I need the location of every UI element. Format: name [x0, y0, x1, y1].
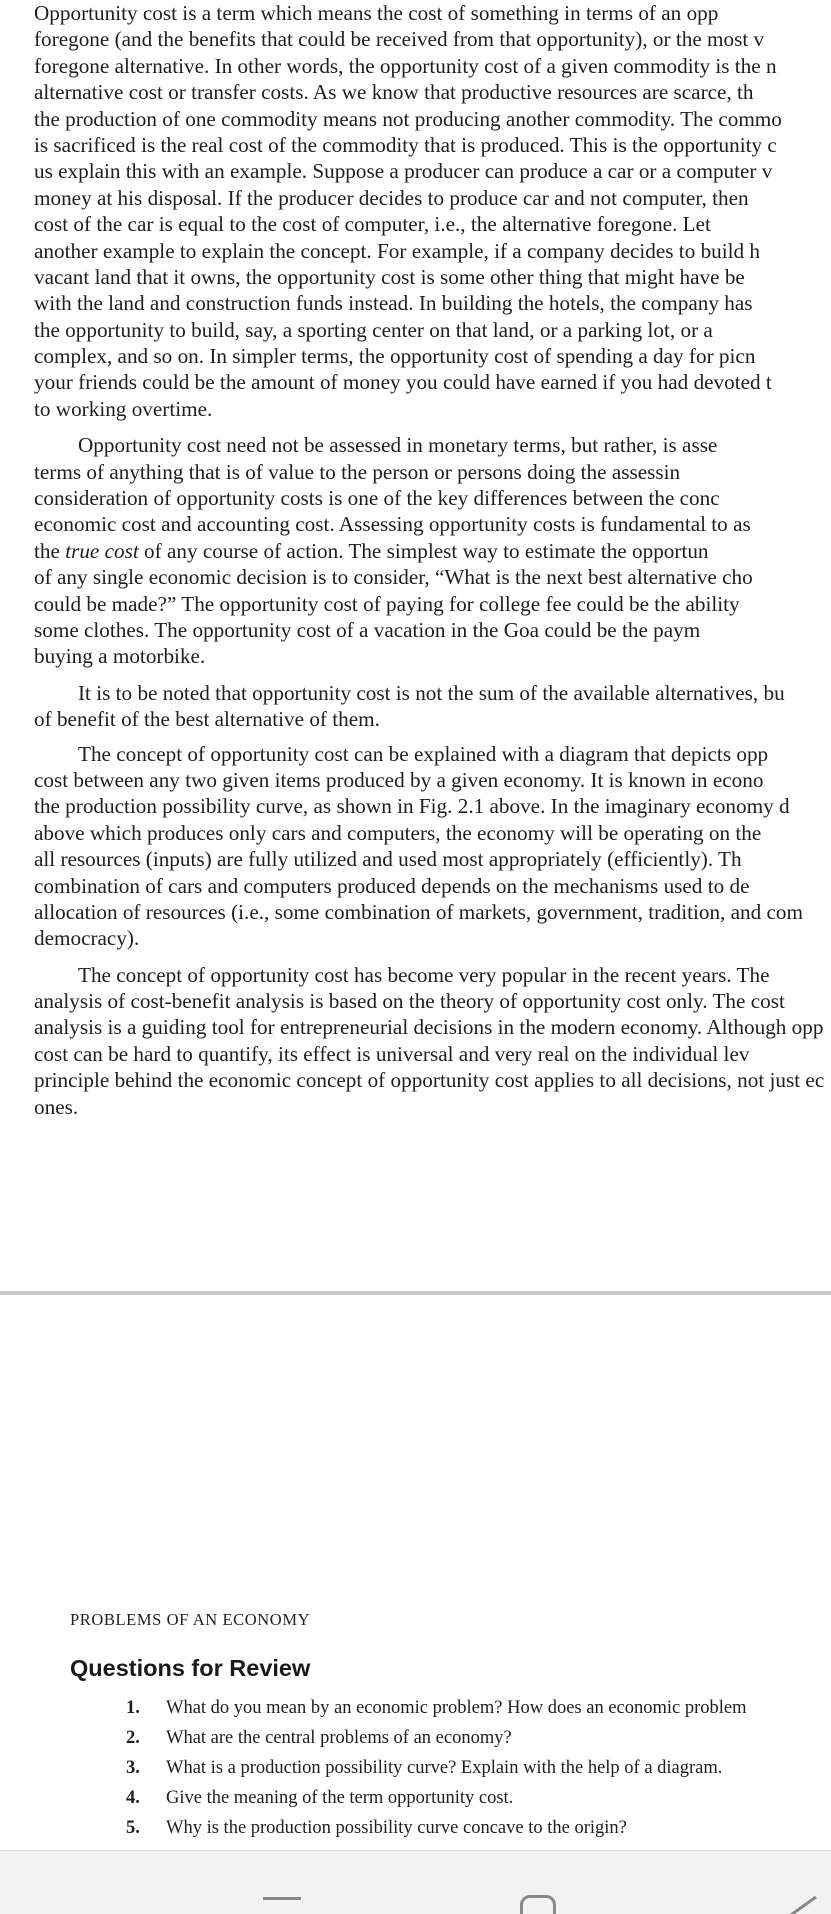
text-line: vacant land that it owns, the opportunity cost is some other thing that might have be — [34, 264, 745, 289]
body-text — [34, 0, 831, 1120]
text-line: foregone (and the benefits that could be received from that opportunity), or the most v — [34, 27, 765, 52]
home-icon[interactable] — [520, 1895, 556, 1914]
text-fragment: the — [34, 538, 66, 563]
paragraph-opportunity-cost-definition — [34, 0, 831, 422]
text-line: democracy). — [34, 926, 140, 951]
text-line: is sacrificed is the real cost of the commodity that is produced. This is the opportunity c — [34, 132, 777, 157]
section-title: Questions for Review — [70, 1655, 311, 1681]
text-line: Opportunity cost is a term which means the cost of something in terms of an opp — [34, 1, 719, 25]
text-line: another example to explain the concept. For example, if a company decides to build h — [34, 238, 761, 263]
question-number: 2. — [126, 1728, 140, 1748]
text-line: analysis is a guiding tool for entrepreneurial decisions in the modern economy. Although opp — [34, 1015, 824, 1040]
page-lower — [0, 1295, 831, 1850]
list-item — [126, 1728, 831, 1758]
recent-apps-icon[interactable] — [263, 1897, 301, 1900]
text-line: analysis of cost-benefit analysis is based on the theory of opportunity cost only. The cost — [34, 989, 785, 1014]
question-number: 4. — [126, 1788, 140, 1808]
text-line: of any single economic decision is to consider, “What is the next best alternative cho — [34, 565, 753, 590]
question-text: What are the central problems of an economy? — [166, 1728, 512, 1748]
text-line: The concept of opportunity cost can be explained with a diagram that depicts opp — [78, 741, 769, 766]
text-line: above which produces only cars and computers, the economy will be operating on the — [34, 820, 762, 845]
text-line: terms of anything that is of value to the person or persons doing the assessin — [34, 459, 681, 484]
text-line: us explain this with an example. Suppose a producer can produce a car or a computer v — [34, 159, 773, 184]
text-line: allocation of resources (i.e., some combination of markets, government, tradition, and com — [34, 899, 803, 924]
paragraph-monetary-terms — [34, 432, 831, 670]
list-item — [126, 1788, 831, 1818]
review-questions-list — [126, 1698, 831, 1848]
text-line: all resources (inputs) are fully utilized and used most appropriately (efficiently). Th — [34, 847, 742, 872]
list-item — [126, 1818, 831, 1848]
text-line: complex, and so on. In simpler terms, the opportunity cost of spending a day for picn — [34, 344, 756, 369]
text-line: cost between any two given items produced by a given economy. It is known in econo — [34, 767, 764, 792]
list-item — [126, 1698, 831, 1728]
system-navigation-bar — [0, 1850, 831, 1914]
question-text: What is a production possibility curve? Explain with the help of a diagram. — [166, 1758, 723, 1778]
paragraph-diagram — [34, 741, 831, 952]
text-line: of benefit of the best alternative of them. — [34, 707, 380, 732]
text-line: money at his disposal. If the producer decides to produce car and not computer, then — [34, 185, 749, 210]
text-line: It is to be noted that opportunity cost is not the sum of the available alternatives, bu — [78, 680, 785, 705]
text-line: with the land and construction funds instead. In building the hotels, the company has — [34, 291, 753, 316]
paragraph-popularity — [34, 962, 831, 1120]
paragraph-not-sum — [34, 680, 831, 733]
emphasis-true-cost: true cost — [65, 538, 139, 563]
text-line: could be made?” The opportunity cost of paying for college fee could be the ability — [34, 591, 740, 616]
running-head: PROBLEMS OF AN ECONOMY — [70, 1610, 311, 1629]
text-line: Opportunity cost need not be assessed in monetary terms, but rather, is asse — [78, 433, 718, 458]
text-line: consideration of opportunity costs is one of the key differences between the conc — [34, 486, 720, 511]
question-text: Give the meaning of the term opportunity cost. — [166, 1788, 514, 1808]
text-line: the production possibility curve, as shown in Fig. 2.1 above. In the imaginary economy d — [34, 794, 790, 819]
question-number: 3. — [126, 1758, 140, 1778]
list-item — [126, 1758, 831, 1788]
text-line: your friends could be the amount of money you could have earned if you had devoted t — [34, 370, 772, 395]
question-text: What do you mean by an economic problem? How does an economic problem — [166, 1698, 747, 1718]
text-fragment: of any course of action. The simplest way to estimate the opportun — [138, 538, 709, 563]
text-line: cost of the car is equal to the cost of computer, i.e., the alternative foregone. Let — [34, 212, 711, 237]
back-icon[interactable] — [780, 1891, 820, 1914]
text-line: The concept of opportunity cost has become very popular in the recent years. The — [78, 962, 770, 987]
text-line: some clothes. The opportunity cost of a vacation in the Goa could be the paym — [34, 617, 701, 642]
text-line: combination of cars and computers produced depends on the mechanisms used to de — [34, 873, 750, 898]
text-line: the opportunity to build, say, a sporting center on that land, or a parking lot, or a — [34, 317, 713, 342]
text-line: the production of one commodity means not producing another commodity. The commo — [34, 106, 782, 131]
text-line: alternative cost or transfer costs. As we know that productive resources are scarce, th — [34, 80, 754, 105]
question-number: 5. — [126, 1818, 140, 1838]
text-line: economic cost and accounting cost. Assessing opportunity costs is fundamental to as — [34, 512, 751, 537]
question-text: Why is the production possibility curve concave to the origin? — [166, 1818, 627, 1838]
text-line: foregone alternative. In other words, the opportunity cost of a given commodity is the n — [34, 53, 777, 78]
question-number: 1. — [126, 1698, 140, 1718]
text-line — [34, 538, 831, 564]
text-line: buying a motorbike. — [34, 644, 206, 669]
text-line: ones. — [34, 1094, 79, 1119]
text-line: cost can be hard to quantify, its effect is universal and very real on the individual lev — [34, 1041, 750, 1066]
text-line: to working overtime. — [34, 396, 213, 421]
text-line: principle behind the economic concept of opportunity cost applies to all decisions, not just ec — [34, 1068, 825, 1093]
